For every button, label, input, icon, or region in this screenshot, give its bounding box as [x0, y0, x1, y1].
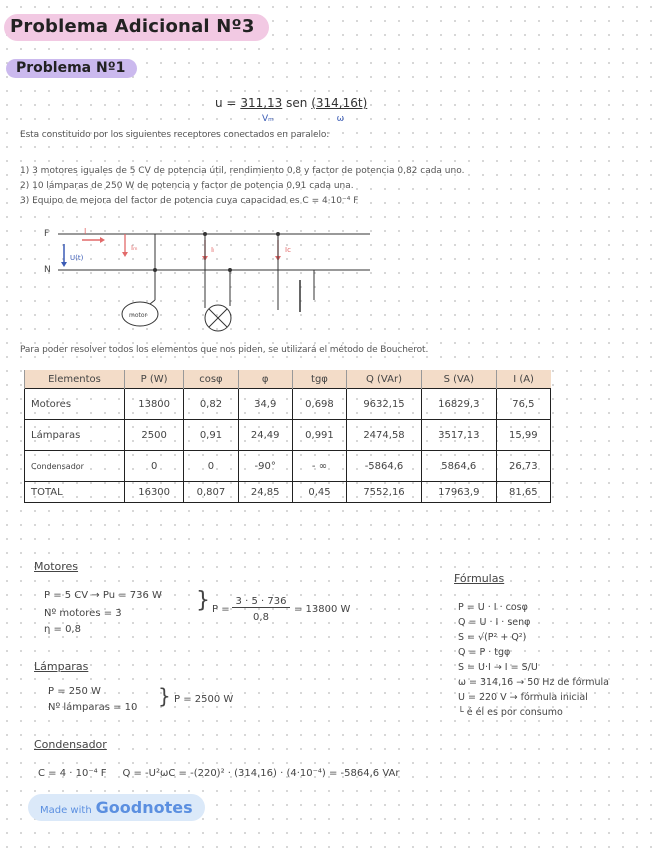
- table-cell: 0,991: [292, 420, 346, 451]
- item-1: 1) 3 motores iguales de 5 CV de potencia útil, rendimiento 0,8 y factor de potencia 0,82 cada uno.: [20, 166, 465, 176]
- col-header: cosφ: [184, 370, 238, 389]
- page-title: Problema Adicional Nº3: [4, 14, 269, 41]
- label-il: Iₗ: [211, 246, 215, 254]
- lamparas-line-1: P = 250 W: [48, 686, 101, 697]
- motores-denominator: 0,8: [253, 612, 269, 623]
- table-cell: 0,45: [292, 482, 346, 503]
- col-header: tgφ: [292, 370, 346, 389]
- table-cell: 0: [184, 451, 238, 482]
- table-cell: 3517,13: [421, 420, 496, 451]
- label-f: F: [44, 229, 50, 239]
- eq-lhs: u =: [215, 96, 237, 110]
- table-row: [25, 420, 551, 451]
- table-cell: 9632,15: [347, 389, 422, 420]
- motores-line-3: η = 0,8: [44, 624, 81, 635]
- table-row: [25, 389, 551, 420]
- table-cell: 0,91: [184, 420, 238, 451]
- table-cell: 2500: [124, 420, 183, 451]
- formula-line: Q = P · tgφ: [458, 647, 511, 658]
- table-cell: 24,85: [238, 482, 292, 503]
- formulas-heading: Fórmulas: [454, 572, 505, 585]
- problem-subtitle: Problema Nº1: [6, 59, 137, 78]
- voltage-arrow-head: [61, 262, 67, 267]
- table-cell: Lámparas: [25, 420, 125, 451]
- formulas-list: [458, 600, 648, 720]
- lamparas-heading: Lámparas: [34, 660, 89, 673]
- motores-numerator: 3 · 5 · 736: [232, 596, 290, 608]
- label-im: Iₘ: [131, 244, 138, 252]
- col-header: I (A): [496, 370, 550, 389]
- formula-line: Q = U · I · senφ: [458, 617, 531, 628]
- table-cell: 0: [124, 451, 183, 482]
- table-cell: 17963,9: [421, 482, 496, 503]
- table-row: [25, 482, 551, 503]
- eq-func: sen: [286, 96, 308, 110]
- motor-label: motor: [129, 312, 148, 319]
- formula-line: ω = 314,16 → 50 Hz de fórmula: [458, 677, 609, 688]
- eq-sublabels: [262, 114, 382, 124]
- table-cell: -5864,6: [347, 451, 422, 482]
- formula-line: P = U · I · cosφ: [458, 602, 528, 613]
- label-ic: Iᴄ: [285, 246, 291, 254]
- badge-brand: Goodnotes: [95, 798, 193, 817]
- table-cell: -90°: [238, 451, 292, 482]
- table-cell: 15,99: [496, 420, 550, 451]
- table-cell: 16829,3: [421, 389, 496, 420]
- boucherot-table: [24, 370, 551, 503]
- table-cell: - ∞: [292, 451, 346, 482]
- eq-w-label: ω: [336, 114, 345, 124]
- col-header: Q (VAr): [347, 370, 422, 389]
- table-cell: Condensador: [25, 451, 125, 482]
- goodnotes-badge: [28, 794, 205, 821]
- col-header: φ: [238, 370, 292, 389]
- formula-line: U = 220 V → fórmula inicial: [458, 692, 588, 703]
- label-i: I: [84, 227, 87, 236]
- motores-line-2: Nº motores = 3: [44, 608, 122, 619]
- table-cell: 81,65: [496, 482, 550, 503]
- formula-line: S = U·I → I = S/U: [458, 662, 538, 673]
- table-header-row: [25, 370, 551, 389]
- voltage-equation: [215, 96, 367, 110]
- col-header: Elementos: [25, 370, 125, 389]
- intro-text: Esta constituido por los siguientes receptores conectados en paralelo:: [20, 130, 330, 140]
- motores-heading: Motores: [34, 560, 79, 573]
- eq-amplitude: 311,13: [240, 96, 283, 110]
- table-cell: TOTAL: [25, 482, 125, 503]
- motores-result-lhs: P =: [212, 604, 230, 615]
- table-cell: 13800: [124, 389, 183, 420]
- col-header: P (W): [124, 370, 183, 389]
- lamparas-brace: }: [158, 684, 171, 708]
- table-cell: 0,698: [292, 389, 346, 420]
- motores-result: = 13800 W: [294, 604, 351, 615]
- table-row: [25, 451, 551, 482]
- table-cell: 76,5: [496, 389, 550, 420]
- lamparas-line-2: Nº lámparas = 10: [48, 702, 138, 713]
- item-2: 2) 10 lámparas de 250 W de potencia y factor de potencia 0,91 cada una.: [20, 181, 354, 191]
- label-n: N: [44, 265, 51, 275]
- motores-brace: }: [196, 588, 210, 613]
- formula-line: S = √(P² + Q²): [458, 632, 527, 643]
- badge-made: Made with: [40, 805, 92, 816]
- current-arrow-head: [100, 237, 105, 243]
- table-cell: 7552,16: [347, 482, 422, 503]
- table-cell: 24,49: [238, 420, 292, 451]
- table-cell: 5864,6: [421, 451, 496, 482]
- condensador-line: C = 4 · 10⁻⁴ F Q = -U²ωC = -(220)² · (314,16) · (4·10⁻⁴) = -5864,6 VAr: [38, 768, 400, 779]
- condensador-heading: Condensador: [34, 738, 107, 751]
- table-cell: Motores: [25, 389, 125, 420]
- col-header: S (VA): [421, 370, 496, 389]
- table-cell: 0,82: [184, 389, 238, 420]
- table-cell: 16300: [124, 482, 183, 503]
- eq-vm-label: Vₘ: [262, 114, 274, 124]
- eq-argument: (314,16t): [311, 96, 368, 110]
- label-u: U(t): [70, 254, 84, 262]
- table-cell: 0,807: [184, 482, 238, 503]
- lamparas-result: P = 2500 W: [174, 694, 234, 705]
- table-cell: 26,73: [496, 451, 550, 482]
- table-cell: 34,9: [238, 389, 292, 420]
- item-3: 3) Equipo de mejora del factor de potencia cuya capacidad es C = 4·10⁻⁴ F: [20, 196, 359, 206]
- motores-line-1: P = 5 CV → Pu = 736 W: [44, 590, 162, 601]
- circuit-diagram: [30, 220, 390, 340]
- method-text: Para poder resolver todos los elementos que nos piden, se utilizará el método de Boucherot.: [20, 345, 429, 355]
- formula-line: └ é él es por consumo: [458, 707, 563, 718]
- table-cell: 2474,58: [347, 420, 422, 451]
